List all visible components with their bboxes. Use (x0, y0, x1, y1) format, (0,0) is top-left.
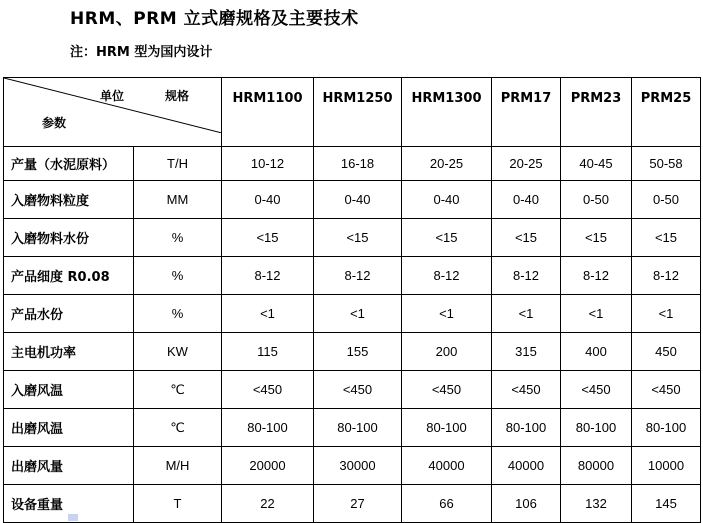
value-cell: 20-25 (492, 147, 561, 181)
value-cell: 0-50 (632, 181, 701, 219)
model-header: HRM1100 (222, 78, 314, 147)
value-cell: 8-12 (561, 257, 632, 295)
corner-unit-label: 单位 (100, 89, 125, 103)
value-cell: 80-100 (222, 409, 314, 447)
value-cell: 315 (492, 333, 561, 371)
value-cell: <15 (314, 219, 402, 257)
value-cell: <1 (402, 295, 492, 333)
value-cell: 8-12 (222, 257, 314, 295)
value-cell: 8-12 (402, 257, 492, 295)
table-row (4, 147, 701, 181)
value-cell: <1 (222, 295, 314, 333)
spec-table-body (4, 147, 701, 523)
value-cell: <1 (561, 295, 632, 333)
table-row (4, 333, 701, 371)
value-cell: 8-12 (314, 257, 402, 295)
unit-cell: T/H (134, 147, 222, 181)
param-name-cell: 设备重量 (4, 485, 134, 523)
unit-cell: % (134, 219, 222, 257)
watermark-fragment (68, 514, 78, 521)
value-cell: <450 (314, 371, 402, 409)
param-name-cell: 出磨风温 (4, 409, 134, 447)
value-cell: 0-40 (492, 181, 561, 219)
value-cell: 132 (561, 485, 632, 523)
value-cell: <450 (402, 371, 492, 409)
value-cell: 10-12 (222, 147, 314, 181)
value-cell: <1 (632, 295, 701, 333)
model-header: PRM23 (561, 78, 632, 147)
value-cell: <15 (561, 219, 632, 257)
model-header: PRM25 (632, 78, 701, 147)
value-cell: 145 (632, 485, 701, 523)
param-name-cell: 产品细度 R0.08 (4, 257, 134, 295)
value-cell: 80000 (561, 447, 632, 485)
param-name-cell: 入磨风温 (4, 371, 134, 409)
value-cell: <450 (222, 371, 314, 409)
value-cell: 66 (402, 485, 492, 523)
corner-spec-label: 规格 (165, 89, 190, 103)
value-cell: 80-100 (561, 409, 632, 447)
corner-header-cell (4, 78, 222, 147)
table-row (4, 409, 701, 447)
param-name-cell: 入磨物料水份 (4, 219, 134, 257)
value-cell: 0-40 (222, 181, 314, 219)
value-cell: 115 (222, 333, 314, 371)
value-cell: 0-50 (561, 181, 632, 219)
corner-param-label: 参数 (42, 116, 67, 130)
value-cell: <15 (222, 219, 314, 257)
unit-cell: M/H (134, 447, 222, 485)
param-name-cell: 产量（水泥原料） (4, 147, 134, 181)
value-cell: <450 (492, 371, 561, 409)
value-cell: 106 (492, 485, 561, 523)
table-row (4, 485, 701, 523)
value-cell: 8-12 (632, 257, 701, 295)
table-row (4, 219, 701, 257)
param-name-cell: 出磨风量 (4, 447, 134, 485)
unit-cell: % (134, 257, 222, 295)
value-cell: 155 (314, 333, 402, 371)
value-cell: 30000 (314, 447, 402, 485)
unit-cell: % (134, 295, 222, 333)
value-cell: 40000 (492, 447, 561, 485)
value-cell: <15 (632, 219, 701, 257)
unit-cell: MM (134, 181, 222, 219)
value-cell: 40-45 (561, 147, 632, 181)
value-cell: 8-12 (492, 257, 561, 295)
table-row (4, 181, 701, 219)
value-cell: 80-100 (314, 409, 402, 447)
value-cell: 80-100 (492, 409, 561, 447)
unit-cell: ℃ (134, 409, 222, 447)
spec-table (3, 77, 701, 523)
value-cell: <450 (561, 371, 632, 409)
value-cell: 450 (632, 333, 701, 371)
param-name-cell: 入磨物料粒度 (4, 181, 134, 219)
value-cell: 16-18 (314, 147, 402, 181)
model-header: PRM17 (492, 78, 561, 147)
header-row (4, 78, 701, 147)
table-row (4, 371, 701, 409)
unit-cell: KW (134, 333, 222, 371)
unit-cell: T (134, 485, 222, 523)
param-name-cell: 产品水份 (4, 295, 134, 333)
value-cell: 0-40 (314, 181, 402, 219)
table-row (4, 295, 701, 333)
param-name-cell: 主电机功率 (4, 333, 134, 371)
table-row (4, 257, 701, 295)
model-header: HRM1300 (402, 78, 492, 147)
value-cell: 400 (561, 333, 632, 371)
model-header: HRM1250 (314, 78, 402, 147)
design-note: 注：HRM 型为国内设计 (70, 45, 213, 60)
value-cell: 80-100 (632, 409, 701, 447)
value-cell: 40000 (402, 447, 492, 485)
value-cell: 20000 (222, 447, 314, 485)
value-cell: 80-100 (402, 409, 492, 447)
value-cell: 22 (222, 485, 314, 523)
value-cell: 10000 (632, 447, 701, 485)
unit-cell: ℃ (134, 371, 222, 409)
document-title: HRM、PRM 立式磨规格及主要技术 (70, 9, 359, 29)
value-cell: 0-40 (402, 181, 492, 219)
value-cell: <15 (492, 219, 561, 257)
value-cell: 200 (402, 333, 492, 371)
value-cell: 20-25 (402, 147, 492, 181)
value-cell: 27 (314, 485, 402, 523)
value-cell: 50-58 (632, 147, 701, 181)
value-cell: <450 (632, 371, 701, 409)
value-cell: <1 (314, 295, 402, 333)
value-cell: <15 (402, 219, 492, 257)
table-row (4, 447, 701, 485)
value-cell: <1 (492, 295, 561, 333)
